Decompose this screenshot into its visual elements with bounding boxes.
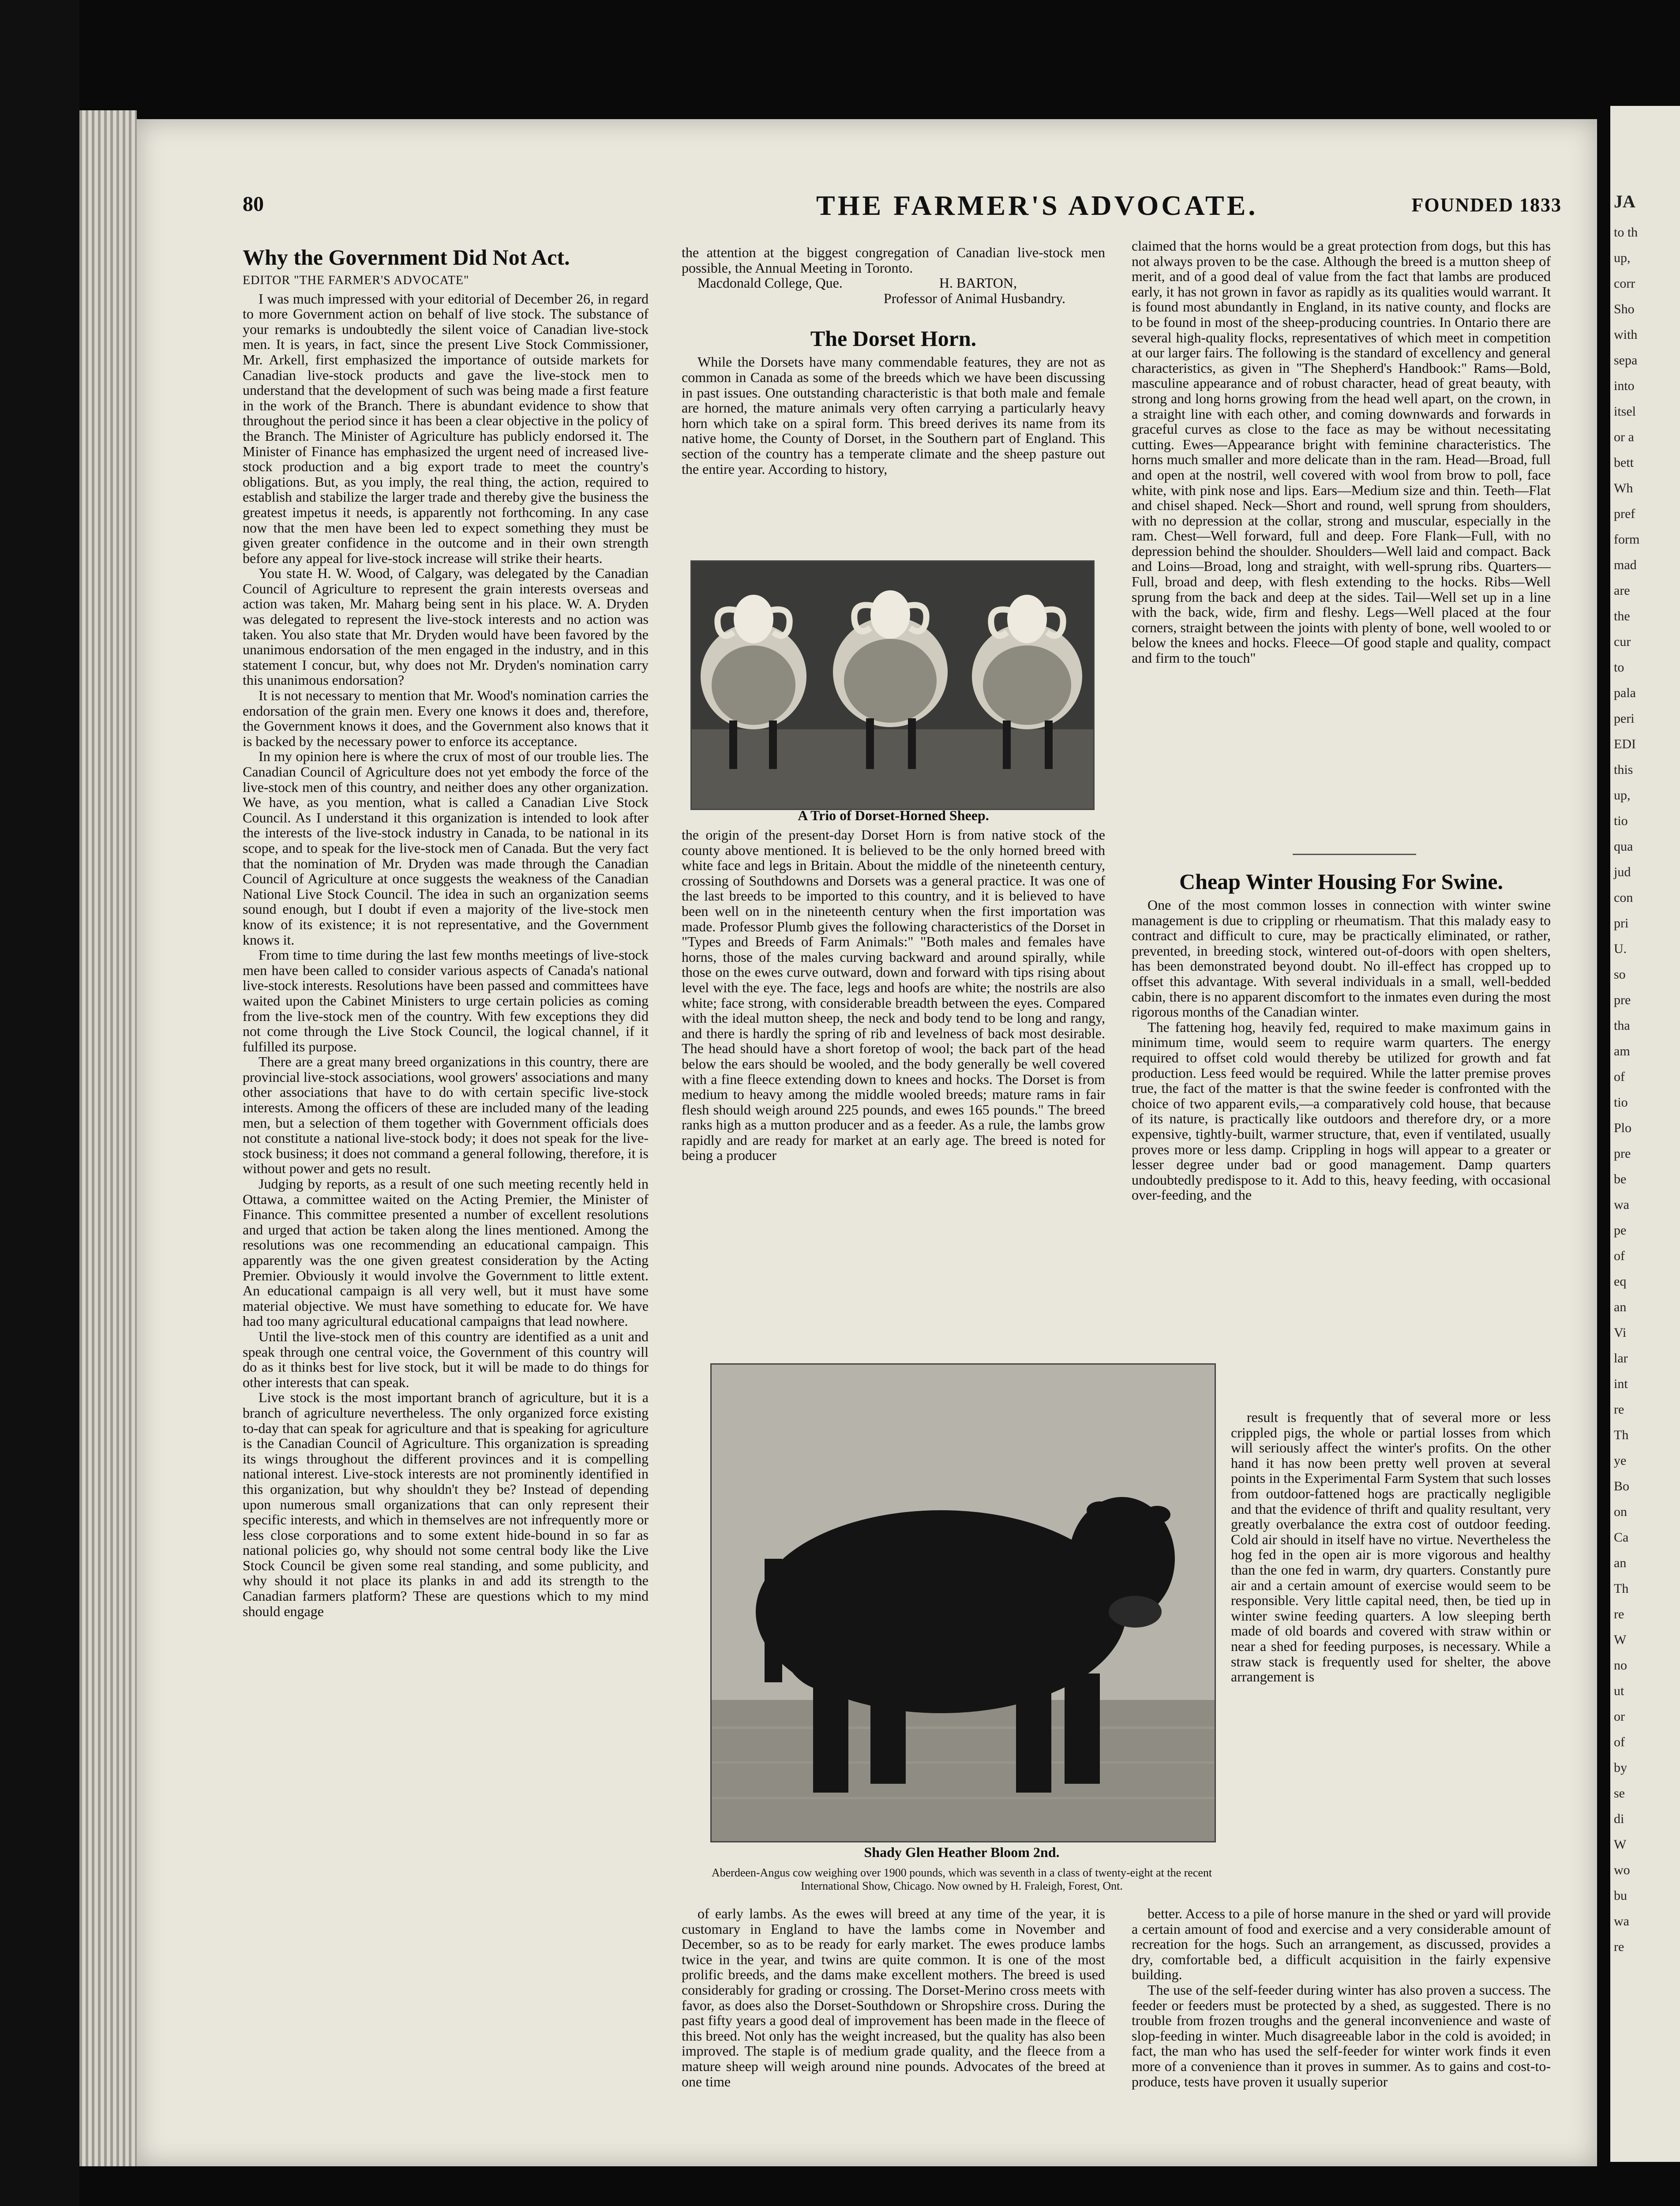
adjacent-fragment: U. — [1614, 942, 1627, 956]
adjacent-fragment: int — [1614, 1377, 1628, 1391]
adjacent-fragment: re — [1614, 1402, 1624, 1417]
cow-photo — [710, 1363, 1216, 1842]
signature-location: Macdonald College, Que. — [698, 275, 843, 291]
adjacent-fragment: Bo — [1614, 1479, 1630, 1493]
dorset-body: the origin of the present-day Dorset Horn is from native stock of the county above mentioned. It is believed to be the only horned breed with white face and legs in Britain. About the middle of the nineteenth century, crossing of Southdowns and Dorsets was a general practice. It was one of the last breeds to be imported to this country, and it is believed to have been well on in the nineteenth century when the first importation was made. Professor Plumb gives the following characteristics of the Dorset in "Types and Breeds of Farm Animals:" "Both males and females have horns, those of the males curving backward and around spirally, while those on the ewes curve outward, down and forward with tips rising about level with the eye. The face, legs and hoofs are white; the nostrils are also white; face strong, with considerable breadth between the eyes. Compared with the ideal mutton sheep, the neck and body tend to be long and rangy, and there is hardly the spring of rib and levelness of back most desirable. The head should have a short foretop of wool; the back part of the head below the ears should be wooled, and the body generally be well covered with a fine fleece extending down to knees and hocks. The Dorset is from medium to heavy among the middle wooled breeds; mature rams in fair flesh should weigh around 225 pounds, and ewes 165 pounds." The breed ranks high as a mutton producer and as a feeder. As a rule, the lambs grow rapidly and are ready for market at an early age. The breed is noted for being a producer — [682, 827, 1105, 1163]
dorset-standard-text: claimed that the horns would be a great protection from dogs, but this has not always proven to be the case. Although the breed is a mutton sheep of merit, and of a good deal of value from the fact that lambs are produced early, it has not grown in favor as rapidly as its qualities would warrant. It is found most abundantly in England, in its native county, and flocks are to be found in most of the sheep-producing countries. In Ontario there are several high-quality flocks, representatives of which meet in competition at our larger fairs. The following is the standard of excellency and general characteristics, as given in "The Shepherd's Handbook:" Rams—Bold, masculine appearance and of robust character, head of great beauty, with strong and long horns growing from the head well apart, on the crown, in a straight line with each other, and coming downwards and forwards in graceful curves as close to the face as may be without necessitating cutting. Ewes—Appearance bright with feminine characteristics. The horns much smaller and more delicate than in the ram. Head—Broad, full and open at the nostril, well covered with wool from brow to poll, face white, with pink nose and lips. Ears—Medium size and thin. Teeth—Flat and chisel shaped. Neck—Short and round, well sprung from shoulders, with no depression at the collar, strong and muscular, especially in the ram. Chest—Well forward, full and deep. Fore Flank—Full, with no depression behind the shoulder. Shoulders—Well laid and compact. Back and Loins—Broad, long and straight, with well-sprung ribs. Quarters—Full, broad and deep, with flesh extending to the hocks. Ribs—Well sprung from the back and deep at the sides. Tail—Well set up in a line with the back, wide, firm and fleshy. Legs—Well placed at the four corners, straight between the joints with plenty of bone, well wooled to or below the knees and hocks. Fleece—Of good staple and quality, compact and firm to the touch" — [1132, 238, 1551, 666]
government-paragraph: Until the live-stock men of this country are identified as a unit and speak through one central voice, the Government of this country will do as it thinks best for live stock, but it will be made to do things for other interests that can speak. — [243, 1328, 649, 1390]
cow-photo-caption: Shady Glen Heather Bloom 2nd. — [864, 1844, 1060, 1860]
article-title-government: Why the Government Did Not Act. — [243, 245, 570, 270]
dorset-bottom-column — [682, 1906, 1105, 2089]
adjacent-page-strip — [1610, 106, 1680, 2162]
adjacent-fragment: this — [1614, 762, 1633, 777]
adjacent-fragment: of — [1614, 1069, 1625, 1084]
adjacent-fragment: Wh — [1614, 481, 1633, 495]
signature-block — [682, 275, 1105, 291]
adjacent-fragment: cur — [1614, 634, 1631, 649]
adjacent-fragment: wa — [1614, 1197, 1629, 1212]
government-paragraph: In my opinion here is where the crux of most of our trouble lies. The Canadian Council of Agriculture does not yet embody the force of the live-stock men of this country, and neither does any other organization. We have, as you mention, what is called a Canadian Live Stock Council. As I understand it this organization is intended to look after the interests of the live-stock industry in Canada, to be national in its scope, and to speak for the live-stock men of Canada. But the very fact that the nomination of Mr. Dryden was made through the Canadian Council of Agriculture at once suggests the weakness of the Canadian National Live Stock Council. The idea in such an organization seems sound enough, but I doubt if even a majority of the live-stock men know of its existence; it is not representative, and the Government knows it. — [243, 748, 649, 948]
adjacent-fragment: to th — [1614, 225, 1638, 240]
government-paragraph: It is not necessary to mention that Mr. Wood's nomination carries the endorsation of the grain men. Every one knows it does and, therefore, the Government knows it does, and the Government also knows that it is backed by the necessary power to enforce its acceptance. — [243, 687, 649, 749]
adjacent-fragment: to — [1614, 660, 1624, 675]
adjacent-fragment: tio — [1614, 814, 1628, 828]
adjacent-fragment: peri — [1614, 711, 1635, 726]
adjacent-fragment: up, — [1614, 788, 1631, 803]
adjacent-fragment: eq — [1614, 1274, 1627, 1289]
sheep-photo-caption: A Trio of Dorset-Horned Sheep. — [798, 807, 989, 823]
adjacent-fragment: form — [1614, 532, 1640, 547]
adjacent-fragment: se — [1614, 1786, 1625, 1801]
adjacent-fragment: pre — [1614, 993, 1631, 1007]
adjacent-fragment: Th — [1614, 1428, 1629, 1442]
adjacent-fragment: Plo — [1614, 1121, 1632, 1135]
government-paragraph: Live stock is the most important branch of agriculture, but it is a branch of agriculture nevertheless. The only organized force existing to-day that can speak for agriculture and that is speaking for agriculture is the Canadian Council of Agriculture. This organization is spreading its wings throughout the different provinces and it is compelling national interest. Live-stock interests are not prominently identified in this organization, but why shouldn't they be? Instead of depending upon numerous small organizations that can only represent their specific interests, and which in themselves are not infrequently more or less close corporations and to some extent hide-bound in so far as national policies go, why should not some central body like the Live Stock Council be given some real standing, and some publicity, and why should it not place its planks in and add its strength to the Canadian farmers platform? These are questions which to my mind should engage — [243, 1389, 649, 1619]
adjacent-fragment: tha — [1614, 1018, 1630, 1033]
dorset-bottom-text: of early lambs. As the ewes will breed at any time of the year, it is customary in England to have the lambs come in November and December, so as to be ready for early market. The ewes produce lambs twice in the year, and twins are quite common. It is one of the most prolific breeds, and the dams make excellent mothers. The breed is used considerably for grading or crossing. The Dorset-Merino cross meets with favor, as does also the Dorset-Southdown or Shropshire cross. During the past fifty years a good deal of improvement has been made in the fleece of this breed. Not only has the weight increased, but the quality has also been improved. The staple is of medium grade quality, and the fleece from a mature sheep will weigh around nine pounds. Advocates of the breed at one time — [682, 1906, 1105, 2090]
adjacent-fragment: di — [1614, 1812, 1624, 1826]
government-paragraph: Judging by reports, as a result of one such meeting recently held in Ottawa, a committee waited on the Acting Premier, the Minister of Finance. This committee presented a number of excellent resolutions and urged that action be taken along the lines mentioned. Among the resolutions was one recommending an educational campaign. This apparently was the one given greatest consideration by the Acting Premier. Obviously it would involve the Government to little extent. An educational campaign is all very well, but it must have some material objective. We must have something to educate for. We have had too many agricultural educational campaigns that lead nowhere. — [243, 1176, 649, 1329]
government-paragraph: You state H. W. Wood, of Calgary, was delegated by the Canadian Council of Agriculture to represent the grain interests overseas and action was taken, Mr. Maharg being sent in his place. W. A. Dryden was delegated to represent the live-stock interests and no action was taken. You also state that Mr. Dryden would have been favored by the unanimous endorsation of the men engaged in the industry, and in this statement I concur, but, why does not Mr. Dryden's nomination carry this unanimous endorsation? — [243, 565, 649, 688]
adjacent-fragment: or a — [1614, 430, 1634, 444]
page-edge-stack — [79, 110, 137, 2166]
swine-bottom-paragraph-2: The use of the self-feeder during winter has also proven a success. The feeder or feeders must be protected by a shed, as suggested. There is no trouble from frozen troughs and the general inconvenience and waste of slop-feeding in winter. Much disagreeable labor in the cold is avoided; in fact, the man who has used the self-feeder for winter work finds it even more of a convenience than it proves in summer. As to gains and cost-to-produce, tests have proven it usually superior — [1132, 1981, 1551, 2090]
adjacent-fragment: so — [1614, 967, 1626, 982]
adjacent-fragment: bu — [1614, 1888, 1627, 1903]
adjacent-fragment: re — [1614, 1940, 1624, 1954]
founded-label: FOUNDED 1833 — [1411, 194, 1562, 216]
adjacent-fragment: by — [1614, 1760, 1627, 1775]
scan-background-left — [0, 0, 79, 2206]
adjacent-fragment: pala — [1614, 686, 1636, 700]
government-article-continued: the attention at the biggest congregation of Canadian live-stock men possible, the Annual Meeting in Toronto. — [682, 244, 1105, 276]
newspaper-page — [137, 119, 1597, 2166]
section-divider — [1293, 854, 1416, 855]
signature-title: Professor of Animal Husbandry. — [883, 290, 1065, 306]
government-paragraph: From time to time during the last few months meetings of live-stock men have been called to consider various aspects of Canada's national live-stock interests. Resolutions have been passed and committees have waited upon the Cabinet Ministers to urge certain policies as coming from the live-stock men of the country. With few exceptions they did not come through the Live Stock Council, the logical channel, if it fulfilled its purpose. — [243, 947, 649, 1054]
government-paragraph: I was much impressed with your editorial of December 26, in regard to more Government action on behalf of live stock. The substance of your remarks is undoubtedly the silent voice of Canadian live-stock men. It is years, in fact, since the present Live Stock Commissioner, Mr. Arkell, first emphasized the importance of outside markets for Canadian live-stock products and gave the live-stock men to understand that the development of such was being made a first feature in the work of the Branch. There is abundant evidence to show that throughout the period since it has been a clear objective in the policy of the Branch. The Minister of Agriculture has publicly endorsed it. The Minister of Finance has emphasized the urgent need of increased live-stock production and a big export trade to meet the country's obligations. But, as you imply, the real thing, the action, required to establish and stabilize the larger trade and thereby give the business the greatest impetus it needs, is apparently not forthcoming. In any case now that the men have been led to expect something they must be given greater confidence in the outcome and in their own strength before any appeal for live-stock increase will strike their hearts. — [243, 290, 649, 566]
adjacent-fragment: Sho — [1614, 302, 1635, 316]
adjacent-fragment: EDI — [1614, 737, 1636, 751]
government-paragraph: There are a great many breed organizations in this country, there are provincial live-stock associations, wool growers' associations and many other associations that have to do with certain specific live-stock interests. Among the officers of these are included many of the leading men, but a selection of them together with Government officials does not constitute a national live-stock body; it does not speak for the live-stock business; it does not command a general following, therefore, it is without power and gets no result. — [243, 1054, 649, 1177]
adjacent-fragment: qua — [1614, 839, 1633, 854]
swine-narrow-column — [1231, 1410, 1551, 1685]
adjacent-fragment: pref — [1614, 506, 1635, 521]
adjacent-header-fragment: JA — [1614, 191, 1635, 211]
adjacent-fragment: up, — [1614, 251, 1631, 265]
adjacent-fragment: no — [1614, 1658, 1627, 1673]
adjacent-fragment: into — [1614, 379, 1635, 393]
adjacent-fragment: mad — [1614, 558, 1637, 572]
article-government-body — [243, 291, 649, 1619]
page-number: 80 — [243, 192, 264, 216]
adjacent-fragment: an — [1614, 1556, 1627, 1570]
dorset-sheep-illustration — [692, 562, 1093, 809]
dorset-intro: While the Dorsets have many commendable features, they are not as common in Canada as some of the breeds which we have been discussing in past issues. One outstanding characteristic is that both male and female are horned, the mature animals very often carrying a particularly heavy horn which take on a spiral form. This breed derives its name from its native home, the County of Dorset, in the Southern part of England. This section of the country has a temperate climate and the sheep pasture out the entire year. According to history, — [682, 354, 1105, 477]
adjacent-fragment: are — [1614, 583, 1630, 598]
adjacent-fragment: or — [1614, 1709, 1625, 1724]
adjacent-fragment: jud — [1614, 865, 1631, 879]
page-header — [243, 192, 1562, 223]
adjacent-fragment: pre — [1614, 1146, 1631, 1161]
adjacent-fragment: of — [1614, 1249, 1625, 1263]
swine-narrow-text: result is frequently that of several more or less crippled pigs, the whole or partial losses from which will seriously affect the winter's profits. On the other hand it has now been pretty well proven at several points in the Experimental Farm System that such losses from outdoor-fattened hogs are practically negligible and that the evidence of thrift and quality resultant, very greatly overbalance the extra cost of outdoor feeding. Cold air should in itself have no virtue. Nevertheless the hog fed in the open air is more vigorous and healthy than the one fed in warm, dry quarters. Constantly pure air and a certain amount of exercise would seem to be responsible. Very little capital need, then, be tied up in winter swine feeding quarters. A low sleeping berth made of old boards and covered with straw within or near a shed for feeding purposes, is necessary. While a straw stack is frequently used for shelter, the above arrangement is — [1231, 1409, 1551, 1685]
adjacent-fragment: with — [1614, 327, 1638, 342]
adjacent-fragment: lar — [1614, 1351, 1628, 1366]
article-title-dorset: The Dorset Horn. — [810, 326, 977, 351]
adjacent-fragment: be — [1614, 1172, 1627, 1186]
signature-name: H. BARTON, — [939, 275, 1017, 291]
sheep-photo — [690, 560, 1095, 810]
adjacent-fragment: W — [1614, 1632, 1627, 1647]
swine-paragraph-2: The fattening hog, heavily fed, required to make maximum gains in minimum time, would seem to require warm quarters. The energy required to offset cold would thereby be utilized for growth and fat production. Less feed would be required. While the latter premise proves true, the fact of the matter is that the swine feeder is confronted with the choice of two apparent evils,—a comparatively cold house, that because of its nature, is practically like outdoors and therefore dry, or a more expensive, tightly-built, warmer structure, that, even if ventilated, usually proves more or less damp. Crippling in hogs will appear to a greater or lesser degree under bad or good management. Damp quarters undoubtedly predispose to it. Add to this, heavy feeding, with occasional over-feeding, and the — [1132, 1019, 1551, 1203]
adjacent-fragment: am — [1614, 1044, 1630, 1058]
adjacent-fragment: con — [1614, 890, 1633, 905]
article-title-swine: Cheap Winter Housing For Swine. — [1179, 869, 1503, 894]
adjacent-fragment: of — [1614, 1735, 1625, 1749]
adjacent-fragment: bett — [1614, 455, 1634, 470]
adjacent-fragment: ut — [1614, 1684, 1624, 1698]
adjacent-fragment: an — [1614, 1300, 1627, 1314]
adjacent-fragment: tio — [1614, 1095, 1628, 1110]
article-government-column — [243, 245, 649, 2142]
dorset-standard-column — [1132, 238, 1551, 666]
adjacent-fragment: Vi — [1614, 1325, 1627, 1340]
swine-article-column — [1132, 869, 1551, 1203]
adjacent-fragment: ye — [1614, 1453, 1627, 1468]
masthead-title: THE FARMER'S ADVOCATE. — [816, 190, 1258, 221]
cow-photo-subcaption: Aberdeen-Angus cow weighing over 1900 pounds, which was seventh in a class of twenty-eight at the recent International Show, Chicago. Now owned by H. Fraleigh, Forest, Ont. — [711, 1866, 1212, 1892]
adjacent-fragment: pe — [1614, 1223, 1627, 1238]
adjacent-fragment: W — [1614, 1837, 1627, 1852]
adjacent-fragment: Th — [1614, 1581, 1629, 1596]
dorset-body-column — [682, 827, 1105, 1163]
aberdeen-angus-cow-illustration — [712, 1365, 1215, 1841]
adjacent-fragment: re — [1614, 1607, 1624, 1621]
adjacent-fragment: the — [1614, 609, 1630, 623]
adjacent-fragment: corr — [1614, 276, 1635, 291]
swine-paragraph-1: One of the most common losses in connection with winter swine management is due to crippling or rheumatism. That this malady easy to contract and difficult to cure, may be practically eliminated, or rather, prevented, in breeding stock, wintered out-of-doors with open shelters, has been demonstrated beyond doubt. No ill-effect has cropped up to offset this advantage. With several individuals in a small, well-bedded cabin, there is no apparent discomfort to the inmates even during the most rigorous months of the Canadian winter. — [1132, 897, 1551, 1020]
swine-bottom-column — [1132, 1906, 1551, 2089]
adjacent-fragment: wo — [1614, 1863, 1630, 1877]
dorset-column — [682, 245, 1105, 476]
adjacent-fragment: pri — [1614, 916, 1629, 930]
adjacent-fragment: on — [1614, 1504, 1627, 1519]
adjacent-fragment: itsel — [1614, 404, 1636, 419]
editor-line: EDITOR "THE FARMER'S ADVOCATE" — [243, 274, 469, 287]
swine-bottom-paragraph-1: better. Access to a pile of horse manure in the shed or yard will provide a certain amount of food and exercise and a very considerable amount of recreation for the hogs. Such an arrangement, as discussed, provides a dry, comfortable bed, a difficult acquisition in the fairly expensive building. — [1132, 1906, 1551, 1983]
adjacent-fragment: Ca — [1614, 1530, 1629, 1545]
adjacent-fragment: sepa — [1614, 353, 1638, 368]
adjacent-fragment: wa — [1614, 1914, 1629, 1928]
